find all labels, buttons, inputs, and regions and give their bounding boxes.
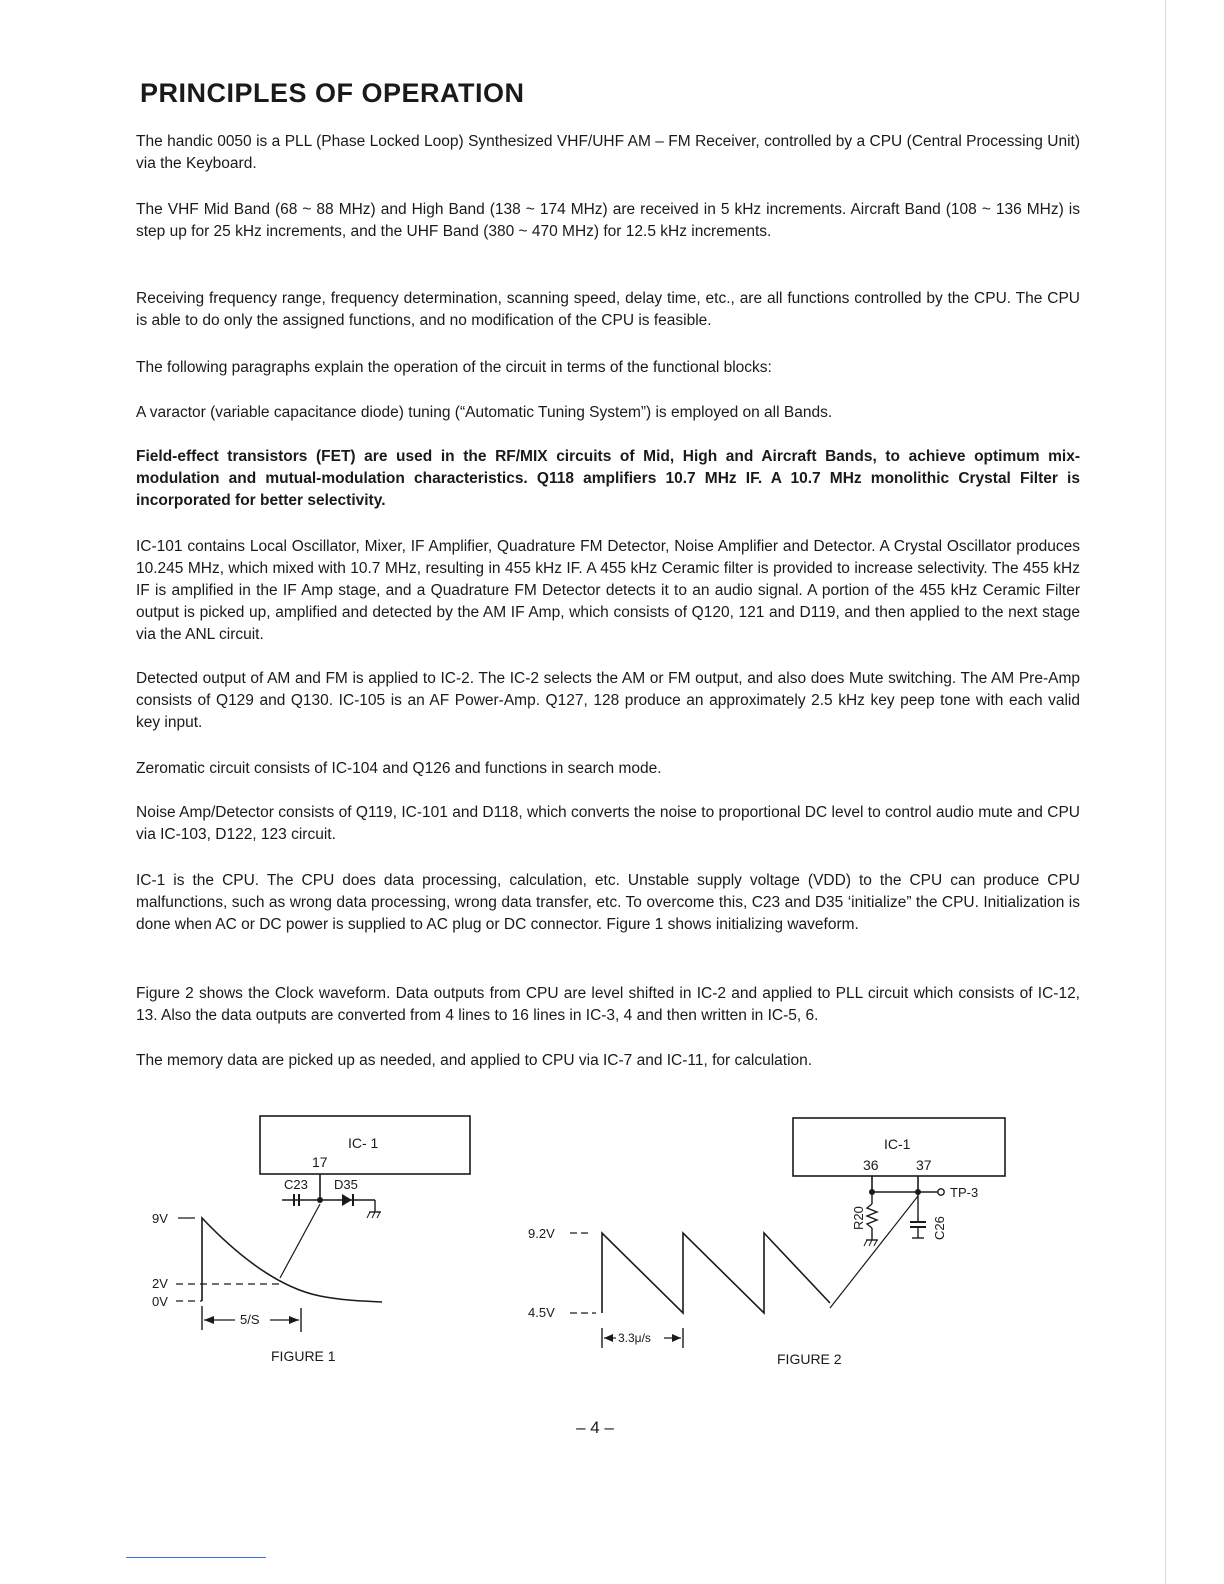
page-number: – 4 – — [576, 1418, 614, 1437]
paragraph-noise-amp: Noise Amp/Detector consists of Q119, IC-101 and D118, which converts the noise to proportional DC level to control audio mute and CPU via IC-103, D122, 123 circuit. — [136, 804, 1080, 843]
v-2-label: 2V — [152, 1276, 168, 1291]
tp3-label: TP-3 — [950, 1185, 979, 1200]
figure-1-initialize-waveform — [140, 1108, 500, 1368]
pin-17-label: 17 — [312, 1154, 328, 1170]
c26-label: C26 — [932, 1216, 947, 1240]
paragraph-memory: The memory data are picked up as needed, and applied to CPU via IC-7 and IC-11, for calculation. — [136, 1052, 813, 1069]
page-title: PRINCIPLES OF OPERATION — [140, 78, 525, 108]
paragraph-functional-blocks: The following paragraphs explain the operation of the circuit in terms of the functional blocks: — [136, 359, 772, 376]
paragraph-bands: The VHF Mid Band (68 ~ 88 MHz) and High Band (138 ~ 174 MHz) are received in 5 kHz increments. Aircraft Band (108 ~ 136 MHz) is step up for 25 kHz increments, and the UHF Band (380 ~ 470 MHz) for 12.5 kHz increments. — [136, 201, 1080, 240]
c23-label: C23 — [284, 1177, 308, 1192]
sawtooth-waveform — [602, 1233, 830, 1313]
v-45-label: 4.5V — [528, 1305, 555, 1320]
paragraph-zeromatic: Zeromatic circuit consists of IC-104 and Q126 and functions in search mode. — [136, 760, 662, 777]
v-0-label: 0V — [152, 1294, 168, 1309]
ground-icon — [367, 1200, 381, 1218]
v-92-label: 9.2V — [528, 1226, 555, 1241]
paragraph-clock: Figure 2 shows the Clock waveform. Data outputs from CPU are level shifted in IC-2 and applied to PLL circuit which consists of IC-12, 13. Also the data outputs are converted from 4 lines to 16 lines in IC-3, 4 and then written in IC-5, 6. — [136, 985, 1080, 1024]
paragraph-am-fm-output: Detected output of AM and FM is applied to IC-2. The IC-2 selects the AM or FM output, and also does Mute switching. The AM Pre-Amp consists of Q129 and Q130. IC-105 is an AF Power-Amp. Q127, 128 produce an approximately 2.5 kHz key peep tone with each valid key input. — [136, 670, 1080, 731]
scan-edge-line — [1165, 0, 1166, 1584]
paragraph-cpu-init: IC-1 is the CPU. The CPU does data processing, calculation, etc. Unstable supply voltage (VDD) to the CPU can produce CPU malfunctions, such as wrong data processing, wrong data transfer, etc. To overcome this, C23 and D35 ‘initialize” the CPU. Initialization is done when AC or DC power is supplied to AC plug or DC connector. Figure 1 shows initializing waveform. — [136, 872, 1080, 933]
time-5s-label: 5/S — [240, 1312, 260, 1327]
scan-mark — [126, 1557, 266, 1558]
figure-1-caption: FIGURE 1 — [271, 1348, 336, 1364]
paragraph-varactor: A varactor (variable capacitance diode) tuning (“Automatic Tuning System”) is employed on all Bands. — [136, 404, 833, 421]
capacitor-c26-icon — [910, 1192, 926, 1238]
discharge-curve — [202, 1218, 382, 1302]
d35-label: D35 — [334, 1177, 358, 1192]
period-label: 3.3μ/s — [618, 1331, 651, 1345]
figure-2-caption: FIGURE 2 — [777, 1351, 842, 1367]
diode-d35-icon — [342, 1194, 353, 1206]
figure-2-clock-waveform — [520, 1108, 1020, 1373]
ic1-label-2: IC-1 — [884, 1136, 911, 1152]
resistor-r20-icon — [864, 1192, 878, 1246]
pin-37-label: 37 — [916, 1157, 932, 1173]
paragraph-ic101: IC-101 contains Local Oscillator, Mixer, IF Amplifier, Quadrature FM Detector, Noise Amplifier and Detector. A Crystal Oscillator produces 10.245 MHz, which mixed with 10.7 MHz, resulting in 455 kHz IF. A 455 kHz Ceramic filter is provided to increase selectivity. The 455 kHz IF is amplified in the IF Amp stage, and a Quadrature FM Detector detects it to an audio signal. A portion of the 455 kHz Ceramic Filter output is picked up, amplified and detected by the AM IF Amp, which consists of Q120, 121 and D119, and then applied to the next stage via the ANL circuit. — [136, 538, 1080, 643]
paragraph-intro: The handic 0050 is a PLL (Phase Locked Loop) Synthesized VHF/UHF AM – FM Receiver, controlled by a CPU (Central Processing Unit) via the Keyboard. — [136, 133, 1080, 172]
v-9-label: 9V — [152, 1211, 168, 1226]
ic1-label: IC- 1 — [348, 1135, 379, 1151]
paragraph-cpu-functions: Receiving frequency range, frequency determination, scanning speed, delay time, etc., are all functions controlled by the CPU. The CPU is able to do only the assigned functions, and no modification of the CPU is feasible. — [136, 290, 1080, 329]
test-point-icon — [938, 1189, 944, 1195]
pin-36-label: 36 — [863, 1157, 879, 1173]
r20-label: R20 — [851, 1206, 866, 1230]
paragraph-fet: Field-effect transistors (FET) are used in the RF/MIX circuits of Mid, High and Aircraft Bands, to achieve optimum mix-modulation and mutual-modulation characteristics. Q118 amplifiers 10.7 MHz IF. A 10.7 MHz monolithic Crystal Filter is incorporated for better selectivity. — [136, 448, 1080, 509]
